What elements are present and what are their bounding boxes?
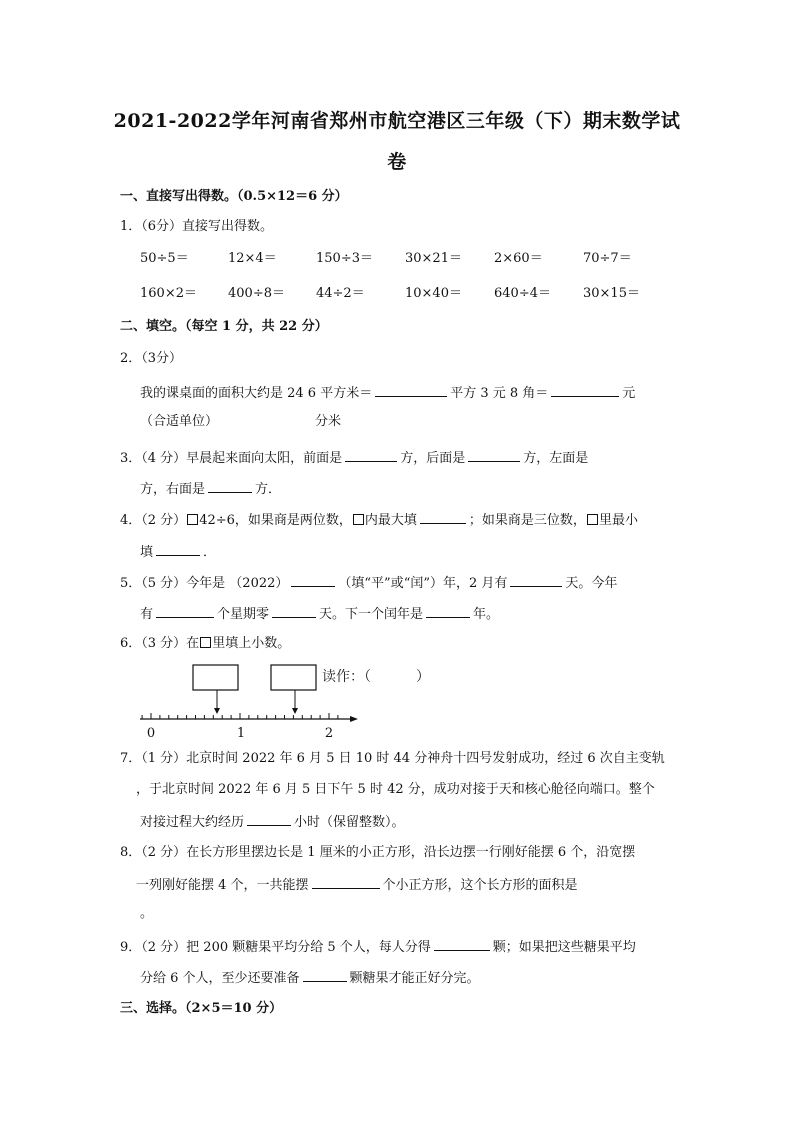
question-2-number: 2．（3分） <box>120 351 183 366</box>
square-box-icon <box>587 514 598 525</box>
calc-item: 30×15＝ <box>583 286 640 301</box>
calc-item: 160×2＝ <box>140 286 197 301</box>
q9-text-b: 颗；如果把这些糖果平均 <box>492 940 636 955</box>
answer-blank[interactable] <box>345 447 397 462</box>
q8-text-b: 个小正方形，这个长方形的面积是 <box>382 878 578 893</box>
q5-text-d: 有 <box>140 607 154 622</box>
square-box-icon <box>200 637 211 648</box>
q9-text-a: 9．（2 分）把 200 颗糖果平均分给 5 个人，每人分得 <box>120 940 431 955</box>
question-8-line-3: 。 <box>140 906 154 921</box>
q6-text-b: 里填上小数。 <box>212 636 291 651</box>
q5-text-b: （填“平”或“闰”）年，2 月有 <box>338 576 508 591</box>
title-line-1: 2021-2022学年河南省郑州市航空港区三年级（下）期末数学试 <box>113 110 681 132</box>
read-as-close: ） <box>416 669 430 685</box>
answer-blank[interactable] <box>291 572 335 587</box>
question-6 <box>120 634 680 654</box>
question-9-line-2 <box>140 967 700 989</box>
answer-blank[interactable] <box>551 382 619 397</box>
q5-text-e: 个星期零 <box>217 607 270 622</box>
answer-blank[interactable] <box>156 541 200 556</box>
tick-label-0: 0 <box>146 726 156 739</box>
question-7-line-3 <box>140 811 700 833</box>
q3-text-b: 方，后面是 <box>400 451 466 466</box>
answer-box-2[interactable] <box>271 665 316 690</box>
calc-item: 150÷3＝ <box>316 251 373 266</box>
q2-text-b: 平方 3 元 8 角＝ <box>450 386 549 401</box>
calc-item: 30×21＝ <box>405 251 462 266</box>
square-box-icon <box>187 514 198 525</box>
calc-item: 2×60＝ <box>494 251 543 266</box>
question-2-line-1 <box>140 382 700 404</box>
calc-item: 400÷8＝ <box>228 286 285 301</box>
q8-text-a: 一列刚好能摆 4 个，一共能摆 <box>136 878 309 893</box>
question-3-line-2 <box>140 478 700 500</box>
section-3-heading: 三、选择。（2×5＝10 分） <box>120 1001 283 1016</box>
tick-label-2: 2 <box>324 726 334 739</box>
q4-text-d: ；如果商是三位数， <box>468 513 586 528</box>
answer-blank[interactable] <box>510 572 562 587</box>
question-8-line-2 <box>136 874 696 896</box>
q4-text-g: ． <box>203 545 217 560</box>
answer-blank[interactable] <box>434 936 490 951</box>
section-1-heading: 一、直接写出得数。（0.5×12＝6 分） <box>120 189 348 204</box>
calc-item: 10×40＝ <box>405 286 462 301</box>
answer-box-1[interactable] <box>193 665 238 690</box>
question-4-line-2 <box>140 541 700 563</box>
q4-text-a: 4．（2 分） <box>120 513 187 528</box>
number-line-figure <box>138 663 438 739</box>
answer-blank[interactable] <box>303 967 347 982</box>
q7-text-a: 对接过程大约经历 <box>140 815 245 830</box>
answer-blank[interactable] <box>156 603 214 618</box>
calc-item: 50÷5＝ <box>140 251 189 266</box>
q3-text-c: 方，左面是 <box>523 451 589 466</box>
number-line-svg <box>138 663 438 739</box>
square-box-icon <box>353 514 364 525</box>
section-2-heading: 二、填空。（每空 1 分，共 22 分） <box>120 319 328 334</box>
question-9-line-1 <box>120 936 680 958</box>
q6-text-a: 6．（3 分）在 <box>120 636 200 651</box>
question-7-line-2: ，于北京时间 2022 年 6 月 5 日下午 5 时 42 分，成功对接于天和核心舱径向端口。整个 <box>136 782 655 797</box>
tick-label-1: 1 <box>236 726 246 739</box>
q2-hint: （合适单位） <box>140 414 219 429</box>
calc-item: 44÷2＝ <box>316 286 365 301</box>
q5-text-a: 5．（5 分）今年是 （2022） <box>120 576 289 591</box>
question-5-line-1 <box>120 572 680 594</box>
arrow-right-icon <box>350 716 358 722</box>
answer-blank[interactable] <box>272 603 316 618</box>
answer-blank[interactable] <box>426 603 470 618</box>
q2-unit: 分米 <box>315 414 342 429</box>
question-1: 1．（6分）直接写出得数。 <box>120 219 274 234</box>
tick-marks <box>142 713 338 719</box>
q4-text-f: 填 <box>140 545 154 560</box>
answer-blank[interactable] <box>468 447 520 462</box>
q3-text-d: 方，右面是 <box>140 482 206 497</box>
q9-text-d: 颗糖果才能正好分完。 <box>349 971 480 986</box>
q5-text-f: 天。下一个闰年是 <box>319 607 424 622</box>
question-3-line-1 <box>120 447 680 469</box>
arrow-down-icon <box>292 708 298 714</box>
calc-item: 640÷4＝ <box>494 286 551 301</box>
answer-blank[interactable] <box>375 382 447 397</box>
answer-blank[interactable] <box>312 874 380 889</box>
calc-item: 12×4＝ <box>228 251 277 266</box>
question-8-line-1: 8．（2 分）在长方形里摆边长是 1 厘米的小正方形，沿长边摆一行刚好能摆 6 个，沿宽摆 <box>120 845 636 860</box>
question-5-line-2 <box>140 603 700 625</box>
q4-text-b: 42÷6，如果商是两位数， <box>199 513 352 528</box>
answer-blank[interactable] <box>208 478 252 493</box>
calc-item: 70÷7＝ <box>583 251 632 266</box>
q5-text-g: 年。 <box>473 607 500 622</box>
arrow-down-icon <box>214 708 220 714</box>
answer-blank[interactable] <box>247 811 291 826</box>
q9-text-c: 分给 6 个人，至少还要准备 <box>140 971 300 986</box>
question-7-line-1: 7．（1 分）北京时间 2022 年 6 月 5 日 10 时 44 分神舟十四号发射成功，经过 6 次自主变轨 <box>120 751 665 766</box>
q3-text-e: 方． <box>255 482 282 497</box>
q4-text-e: 里最小 <box>598 513 638 528</box>
q2-text-c: 元 <box>622 386 636 401</box>
q7-text-b: 小时（保留整数）。 <box>294 815 405 830</box>
answer-blank[interactable] <box>420 509 466 524</box>
title-line-2: 卷 <box>387 151 407 173</box>
page-title <box>110 100 684 183</box>
q4-text-c: 内最大填 <box>364 513 417 528</box>
question-4-line-1 <box>120 509 680 531</box>
q2-text-a: 我的课桌面的面积大约是 24 6 平方米＝ <box>140 386 373 401</box>
q3-text-a: 3．（4 分）早晨起来面向太阳，前面是 <box>120 451 343 466</box>
read-as-label: 读作：（ <box>322 669 371 685</box>
q5-text-c: 天。今年 <box>565 576 618 591</box>
